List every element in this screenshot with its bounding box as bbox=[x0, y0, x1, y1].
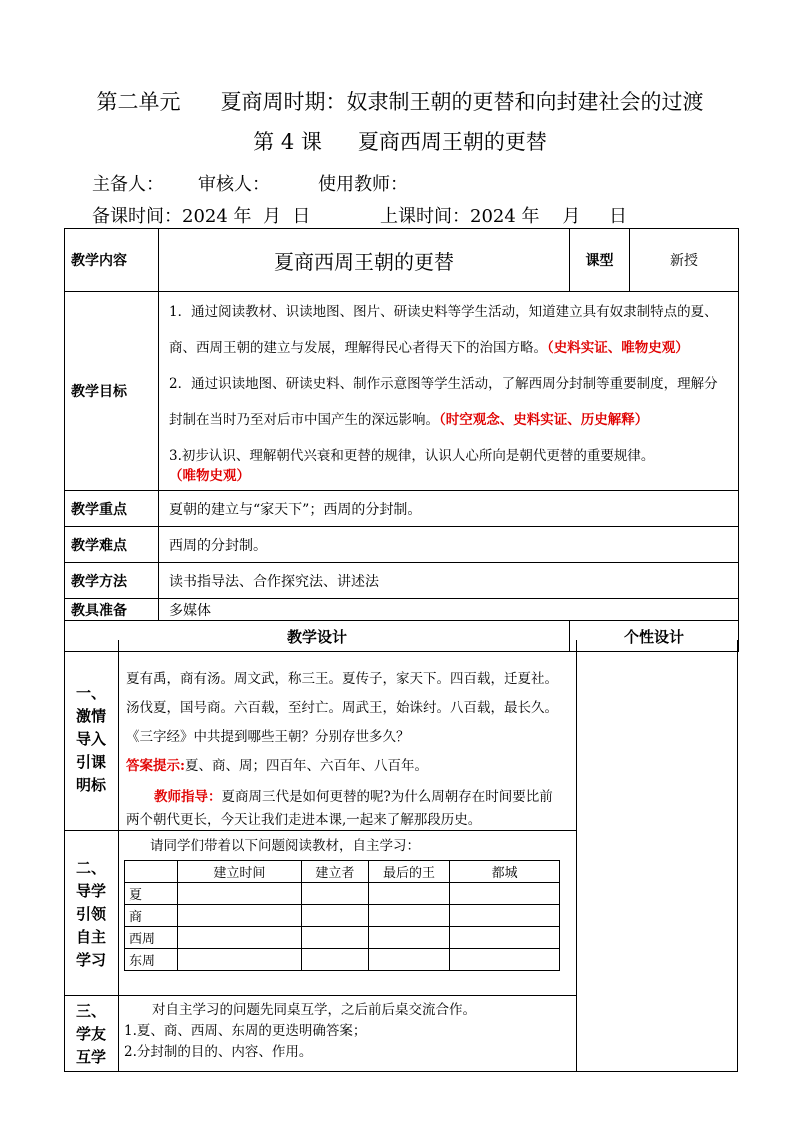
section3-content bbox=[124, 1000, 572, 1063]
section3-intro: 对自主学习的问题先同桌互学，之后前后桌交流合作。 bbox=[152, 1002, 476, 1018]
goal3-text: 3.初步认识、理解朝代兴衰和更替的规律，认识人心所向是朝代更替的重要规律。 bbox=[169, 448, 655, 464]
poem-line-1: 夏有禹，商有汤。周文武，称三王。夏传子，家天下。四百载，迁夏社。 bbox=[126, 671, 558, 687]
table-cell[interactable] bbox=[177, 927, 301, 949]
focus-value: 夏朝的建立与“家天下”；西周的分封制。 bbox=[159, 491, 739, 527]
lesson-title bbox=[0, 126, 800, 156]
content-label: 教学内容 bbox=[65, 229, 159, 292]
section1-label bbox=[64, 682, 118, 797]
last-king-header: 最后的王 bbox=[368, 861, 449, 883]
method-value: 读书指导法、合作探究法、讲述法 bbox=[159, 563, 739, 599]
poem-line-2: 汤伐夏，国号商。六百载，至纣亡。周武王，始诛纣。八百载，最长久。 bbox=[126, 700, 558, 716]
type-label: 课型 bbox=[570, 229, 630, 292]
lesson-number: 第 4 课 bbox=[253, 130, 322, 154]
preparer-label: 主备人： bbox=[92, 174, 164, 195]
unit-title bbox=[0, 86, 800, 116]
table-cell[interactable] bbox=[450, 905, 560, 927]
goal3-tag: （唯物史观） bbox=[169, 468, 250, 484]
content-value: 夏商西周王朝的更替 bbox=[159, 229, 570, 292]
goal1-text-b: 商、西周王朝的建立与发展，理解得民心者得天下的治国方略。 bbox=[169, 340, 547, 356]
section3-item-1: 1.夏、商、西周、东周的更迭明确答案； bbox=[124, 1023, 367, 1039]
dynasty-row-label: 夏 bbox=[125, 883, 178, 905]
section2-label bbox=[64, 857, 118, 972]
dynasty-col-header bbox=[125, 861, 178, 883]
guide-text-b: 两个朝代更长，今天让我们走进本课,一起来了解那段历史。 bbox=[126, 812, 482, 828]
tools-value: 多媒体 bbox=[159, 599, 739, 621]
section1-label-line: 一、 bbox=[75, 684, 106, 702]
dynasty-table bbox=[124, 860, 560, 971]
table-cell[interactable] bbox=[368, 949, 449, 971]
dynasty-row-label: 商 bbox=[125, 905, 178, 927]
section3-label-line: 三、 bbox=[75, 1002, 106, 1020]
table-cell[interactable] bbox=[301, 949, 368, 971]
difficulty-label: 教学难点 bbox=[65, 527, 159, 563]
unit-label: 第二单元 bbox=[96, 90, 181, 114]
section2-label-line: 自主 bbox=[75, 928, 106, 946]
prep-time: 备课时间：2024 年 月 日 bbox=[92, 206, 311, 227]
dynasty-row-label: 西周 bbox=[125, 927, 178, 949]
section2-intro: 请同学们带着以下问题阅读教材，自主学习： bbox=[150, 838, 420, 854]
goal2-text-a: 2．通过识读地图、研读史料、制作示意图等学生活动，了解西周分封制等重要制度，理解分 bbox=[169, 376, 718, 392]
difficulty-value: 西周的分封制。 bbox=[159, 527, 739, 563]
section3-label-line: 学友 bbox=[75, 1025, 106, 1043]
table-cell[interactable] bbox=[450, 949, 560, 971]
section1-label-line: 导入 bbox=[75, 730, 106, 748]
answer-text: 夏、商、周；四百年、六百年、八百年。 bbox=[184, 758, 428, 774]
table-cell[interactable] bbox=[368, 905, 449, 927]
section2-label-line: 二、 bbox=[75, 859, 106, 877]
section1-content bbox=[126, 665, 572, 831]
section2-label-line: 引领 bbox=[75, 905, 106, 923]
section3-label bbox=[64, 1000, 118, 1069]
goal2-text-b: 封制在当时乃至对后市中国产生的深远影响。 bbox=[169, 412, 439, 428]
table-cell[interactable] bbox=[368, 883, 449, 905]
guide-text-a: 夏商周三代是如何更替的呢?为什么周朝存在时间要比前 bbox=[221, 789, 553, 805]
table-cell[interactable] bbox=[301, 883, 368, 905]
goals-content bbox=[159, 292, 739, 491]
question-line: 《三字经》中共提到哪些王朝？分别存世多久？ bbox=[126, 729, 410, 745]
tools-label: 教具准备 bbox=[65, 599, 159, 621]
section2-label-line: 学习 bbox=[75, 951, 106, 969]
type-value: 新授 bbox=[630, 229, 739, 292]
section1-label-line: 激情 bbox=[75, 707, 106, 725]
section2-label-line: 导学 bbox=[75, 882, 106, 900]
class-time: 上课时间：2024 年 月 日 bbox=[380, 206, 628, 227]
teacher-label: 使用教师： bbox=[318, 174, 408, 195]
personal-divider bbox=[576, 640, 577, 1071]
focus-label: 教学重点 bbox=[65, 491, 159, 527]
table-cell[interactable] bbox=[301, 905, 368, 927]
section-divider-2 bbox=[64, 995, 576, 996]
founded-time-header: 建立时间 bbox=[177, 861, 301, 883]
table-cell[interactable] bbox=[450, 927, 560, 949]
design-header: 教学设计 bbox=[65, 621, 570, 652]
lesson-heading: 夏商西周王朝的更替 bbox=[357, 130, 547, 154]
table-cell[interactable] bbox=[177, 883, 301, 905]
section1-label-line: 引课 bbox=[75, 753, 106, 771]
personal-design-header: 个性设计 bbox=[570, 621, 739, 652]
goal2-tag: （时空观念、史料实证、历史解释） bbox=[439, 412, 649, 428]
goals-label: 教学目标 bbox=[65, 292, 159, 491]
goal1-tag: （史料实证、唯物史观） bbox=[547, 340, 689, 356]
table-cell[interactable] bbox=[177, 905, 301, 927]
capital-header: 都城 bbox=[450, 861, 560, 883]
table-cell[interactable] bbox=[450, 883, 560, 905]
reviewer-label: 审核人： bbox=[198, 174, 270, 195]
answer-label: 答案提示: bbox=[126, 758, 185, 774]
unit-heading: 夏商周时期：奴隶制王朝的更替和向封建社会的过渡 bbox=[220, 90, 704, 114]
table-cell[interactable] bbox=[368, 927, 449, 949]
guide-label: 教师指导： bbox=[154, 789, 222, 805]
founder-header: 建立者 bbox=[301, 861, 368, 883]
dynasty-row-label: 东周 bbox=[125, 949, 178, 971]
lesson-plan-table bbox=[64, 228, 739, 652]
table-cell[interactable] bbox=[301, 927, 368, 949]
section3-label-line: 互学 bbox=[75, 1048, 106, 1066]
table-cell[interactable] bbox=[177, 949, 301, 971]
section1-label-line: 明标 bbox=[75, 776, 106, 794]
method-label: 教学方法 bbox=[65, 563, 159, 599]
goal1-text-a: 1．通过阅读教材、识读地图、图片、研读史料等学生活动，知道建立具有奴隶制特点的夏、 bbox=[169, 304, 718, 320]
label-divider bbox=[118, 640, 119, 1071]
section3-item-2: 2.分封制的目的、内容、作用。 bbox=[124, 1044, 313, 1060]
